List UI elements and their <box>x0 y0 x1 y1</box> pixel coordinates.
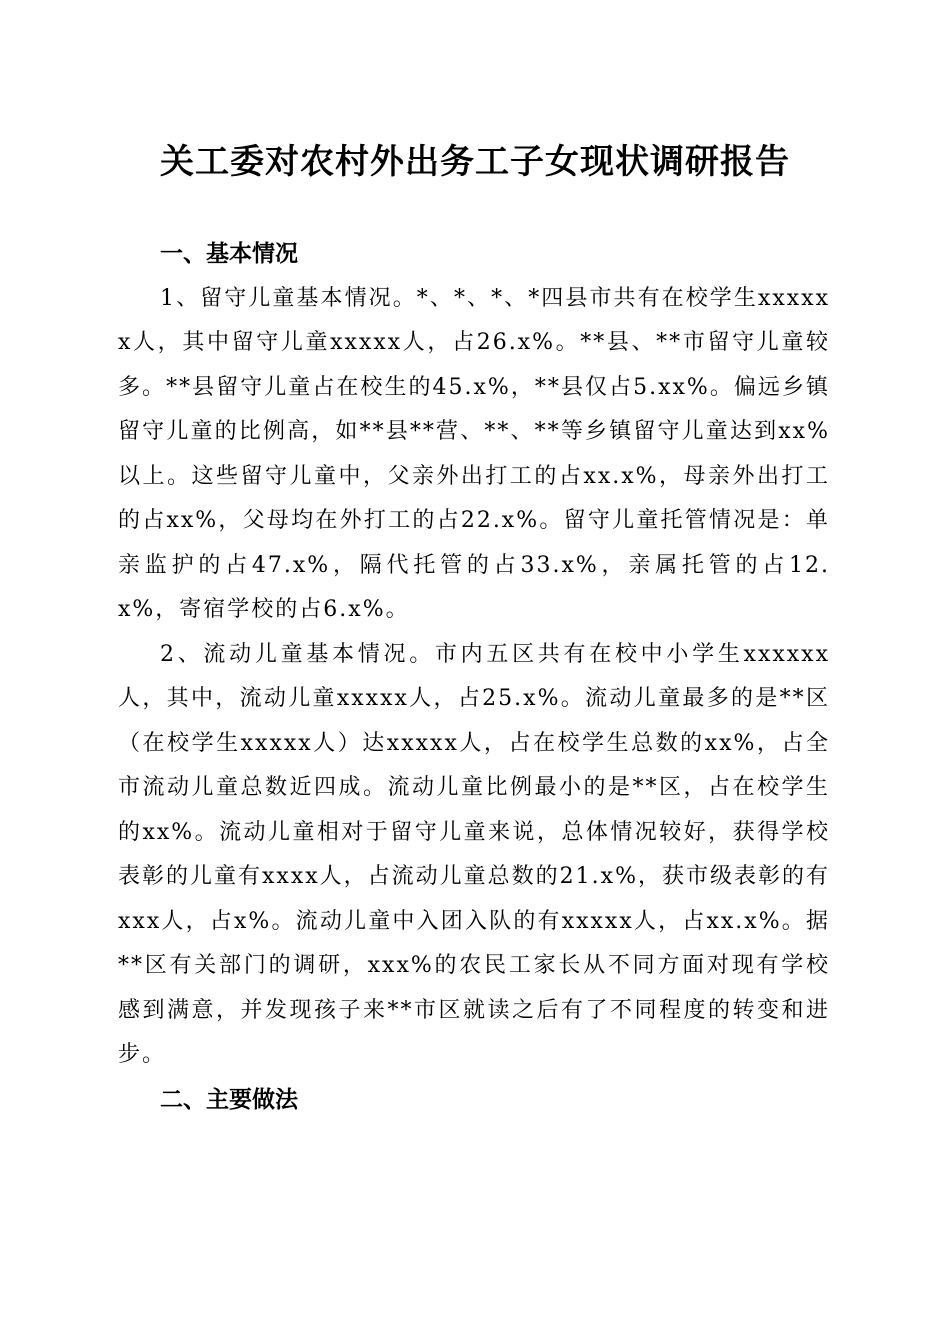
document-body <box>118 232 830 1122</box>
paragraph-migrant-children: 2、流动儿童基本情况。市内五区共有在校中小学生xxxxxx人，其中，流动儿童xxxxx人，占25.x%。流动儿童最多的是**区（在校学生xxxxx人）达xxxxx人，占在校学生总数的xx%，占全市流动儿童总数近四成。流动儿童比例最小的是**区，占在校学生的xx%。流动儿童相对于留守儿童来说，总体情况较好，获得学校表彰的儿童有xxxx人，占流动儿童总数的21.x%，获市级表彰的有xxx人，占x%。流动儿童中入团入队的有xxxxx人，占xx.x%。据**区有关部门的调研，xxx%的农民工家长从不同方面对现有学校感到满意，并发现孩子来**市区就读之后有了不同程度的转变和进步。 <box>118 641 830 1067</box>
paragraph-left-behind-children: 1、留守儿童基本情况。*、*、*、*四县市共有在校学生xxxxxx人，其中留守儿童xxxxx人，占26.x%。**县、**市留守儿童较多。**县留守儿童占在校生的45.x%，**县仅占5.xx%。偏远乡镇留守儿童的比例高，如**县**营、**、**等乡镇留守儿童达到xx%以上。这些留守儿童中，父亲外出打工的占xx.x%，母亲外出打工的占xx%，父母均在外打工的占22.x%。留守儿童托管情况是：单亲监护的占47.x%，隔代托管的占33.x%，亲属托管的占12.x%，寄宿学校的占6.x%。 <box>118 285 830 622</box>
document-title: 关工委对农村外出务工子女现状调研报告 <box>160 142 790 182</box>
section-heading-main-measures: 二、主要做法 <box>160 1086 298 1113</box>
section-heading-basic-situation: 一、基本情况 <box>160 241 298 267</box>
